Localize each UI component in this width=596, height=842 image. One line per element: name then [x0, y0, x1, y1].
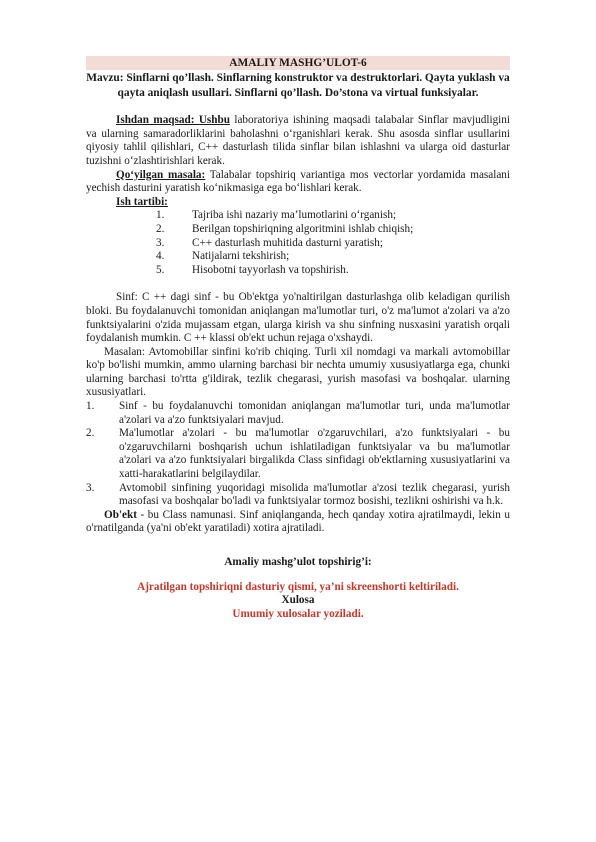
task-line-screenshot: Ajratilgan topshiriqni dasturiy qismi, ya’ni skreenshorti keltiriladi.: [137, 580, 459, 593]
list-item: 2. Berilgan topshiriqning algoritmini ishlab chiqish;: [156, 222, 414, 235]
task-heading: Amaliy mashg’ulot topshirig’i:: [224, 556, 372, 568]
steps-list: [86, 209, 510, 277]
class-definition-paragraph: Sinf: C ++ dagi sinf - bu Ob'ektga yo'naltirilgan dasturlashga olib keladigan qurilish bloki. Bu foydalanuvchi tomonidan aniqlangan ma'lumotlar turi, o'z ma'lumot a'zolari va a'zo funktsiyalarini o'zida mujassam etgan, ularga kirish va shu sinfning nusxasini yaratish orqali foydalanish mumkin. C ++ klassi ob'ekt uchun rejaga o'xshaydi.: [86, 291, 510, 345]
topic-subtitle: Mavzu: Sinflarni qo’llash. Sinflarning konstruktor va destruktorlari. Qayta yuklash va qayta aniqlash usullari. Sinflarni qo’llash. Do’stona va virtual funksiyalar.: [86, 72, 510, 99]
list-item: 1. Sinf - bu foydalanuvchi tomonidan aniqlangan ma'lumotlar turi, unda ma'lumotlar a'zolari va a'zo funktsiyalari mavjud.: [86, 400, 510, 426]
problem-label: Qo‘yilgan masala:: [116, 168, 206, 181]
goal-label: Ishdan maqsad: Ushbu: [116, 114, 230, 127]
task-line-conclusion: Umumiy xulosalar yoziladi.: [232, 607, 364, 620]
list-item: 4. Natijalarni tekshirish;: [156, 250, 290, 263]
object-paragraph: Ob'ekt - bu Class namunasi. Sinf aniqlanganda, hech qanday xotira ajratilmaydi, lekin u o'rnatilganda (ya'ni ob'ekt yaratiladi) xotira ajratiladi.: [86, 508, 510, 535]
features-list: [86, 400, 510, 509]
document-page: [86, 56, 510, 621]
list-item: 2. Ma'lumotlar a'zolari - bu ma'lumotlar o'zgaruvchilari, a'zo funktsiyalari - bu o'zgaruvchilarni boshqarish uchun ishlatiladigan funktsiyalar va bu ma'lumotlar a'zolari va a'zo funktsiyalari birgalikda Class sinfidagi ob'ektlarning xususiyatlarini va xatti-harakatlarini belgilaydilar.: [86, 427, 510, 481]
example-paragraph: Masalan: Avtomobillar sinfini ko'rib chiqing. Turli xil nomdagi va markali avtomobillar ko'p bo'lishi mumkin, ammo ularning barchasi bir nechta umumiy xususiyatlarga ega, chunki ularning barchasi to'rtta g'ildirak, tezlik chegarasi, yurish masofasi va boshqalar. ularning xususiyatlari.: [86, 345, 510, 399]
goal-paragraph: [86, 114, 510, 168]
goal-text: laboratoriya ishining maqsadi talabalar Sinflar mavjudligini va ularning samaradorliklarini baholashni o‘rganishlari kerak. Shu asosda sinflar usullarini qiyosiy tahlil qilishlari, C++ dasturlash tilida sinflar bilan ishlashni va ularga oid dasturlar tuzishni o‘zlashtirishlari kerak.: [86, 114, 510, 167]
list-item: 1. Tajriba ishi nazariy ma’lumotlarini o‘rganish;: [156, 209, 397, 222]
order-heading: Ish tartibi:: [116, 195, 168, 208]
conclusion-heading: Xulosa: [281, 594, 315, 607]
list-item: 5. Hisobotni tayyorlash va topshirish.: [156, 263, 349, 276]
problem-text: Talabalar topshiriq variantiga mos vectorlar yordamida masalani yechish dasturini yaratish ko‘nikmasiga ega bo‘lishlari kerak.: [86, 168, 511, 195]
object-label: Ob'ekt: [104, 508, 137, 521]
page-title: AMALIY MASHG’ULOT-6: [86, 56, 510, 70]
list-item: 3. Avtomobil sinfining yuqoridagi misolida ma'lumotlar a'zosi tezlik chegarasi, yurish masofasi va boshqalar bo'ladi va funktsiyalar tormoz bosishi, tezlikni oshirishi va h.k.: [86, 481, 510, 508]
list-item: 3. C++ dasturlash muhitida dasturni yaratish;: [156, 236, 383, 249]
problem-paragraph: [86, 169, 510, 196]
